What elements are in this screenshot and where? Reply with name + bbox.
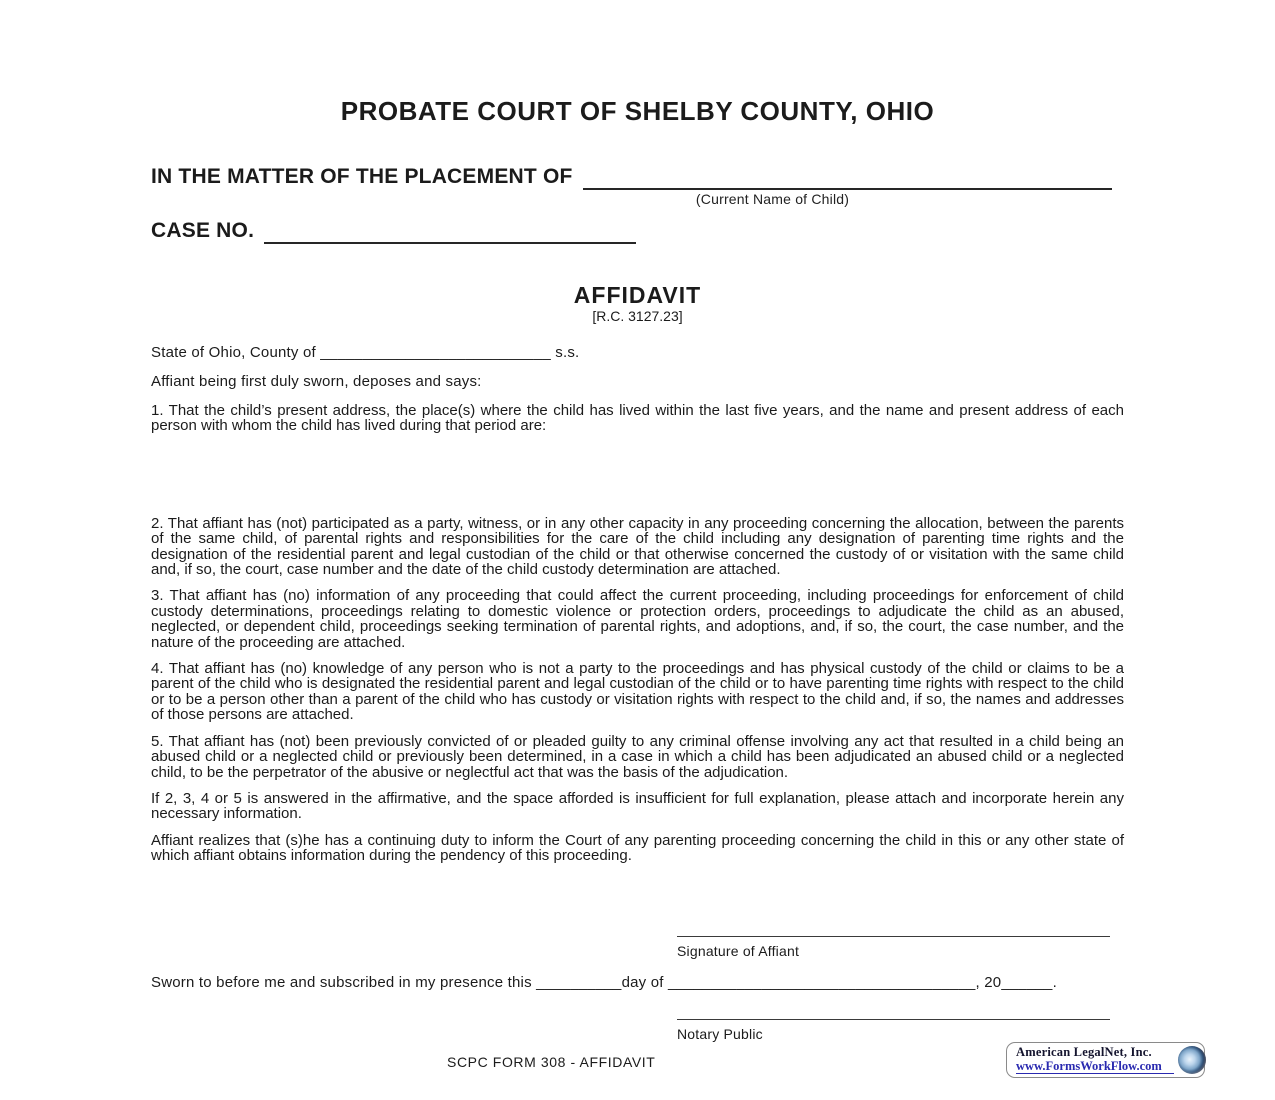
globe-icon <box>1178 1046 1206 1074</box>
affidavit-paragraph-1: 1. That the child’s present address, the place(s) where the child has lived within the last five years, and the name and present address of each person with whom the child has lived during that period are: <box>151 402 1124 435</box>
case-caption-row <box>151 218 1112 244</box>
affidavit-paragraph-3: 3. That affiant has (no) information of any proceeding that could affect the current proceeding, including proceedings for enforcement of child custody determinations, proceedings relating to domestic violence or protection orders, proceedings to adjudicate the child as an abused, neglected, or dependent child, proceedings seeking termination of parental rights, and adoptions, and, if so, the court, the case number, and the nature of the proceeding are attached. <box>151 587 1124 651</box>
affiant-signature-line <box>677 936 1110 937</box>
court-title: PROBATE COURT OF SHELBY COUNTY, OHIO <box>340 96 935 126</box>
case-number-label: CASE NO. <box>151 219 255 242</box>
continuing-duty-statement: Affiant realizes that (s)he has a continuing duty to inform the Court of any parenting proceeding concerning the child in this or any other state of which affiant obtains information during the pendency of this proceeding. <box>151 831 1124 865</box>
sworn-statement-line: Sworn to before me and subscribed in my presence this __________day of ____________________________________, 20______. <box>151 974 1057 991</box>
statute-reference: [R.C. 3127.23] <box>592 308 683 324</box>
form-number: SCPC FORM 308 - AFFIDAVIT <box>447 1054 656 1070</box>
matter-label: IN THE MATTER OF THE PLACEMENT OF <box>151 165 573 188</box>
affidavit-title: AFFIDAVIT <box>573 282 702 308</box>
oath-line: Affiant being first duly sworn, deposes and says: <box>151 373 482 390</box>
current-name-hint: (Current Name of Child) <box>695 191 850 207</box>
affidavit-paragraph-2: 2. That affiant has (not) participated as a party, witness, or in any other capacity in any proceeding concerning the allocation, between the parents of the same child, of parental rights and responsibilities for the care of the child including any designation of parenting time rights and the designation of the residential parent and legal custodian of the child or that otherwise concerned the custody of or visitation with the same child and, if so, the court, case number and the date of the child custody determination are attached. <box>151 514 1124 579</box>
case-number-blank-line <box>264 218 636 244</box>
vendor-name: American LegalNet, Inc. <box>1016 1045 1152 1059</box>
notary-signature-line <box>677 1019 1110 1020</box>
vendor-link[interactable]: www.FormsWorkFlow.com <box>1016 1060 1174 1075</box>
matter-caption-row <box>151 164 1112 207</box>
attachment-instruction: If 2, 3, 4 or 5 is answered in the affirmative, and the space afforded is insufficient for full explanation, please attach and incorporate herein any necessary information. <box>151 789 1124 823</box>
affidavit-paragraph-5: 5. That affiant has (not) been previously convicted of or pleaded guilty to any criminal offense involving any act that resulted in a child being an abused child or a neglected child or previously been determined, in a case in which a child has been adjudicated an abused child or a neglected child, to be the perpetrator of the abusive or neglectful act that was the basis of the adjudication. <box>151 732 1124 781</box>
affidavit-paragraph-4: 4. That affiant has (no) knowledge of any person who is not a party to the proceedings and has physical custody of the child or claims to be a parent of the child who is designated the residential parent and legal custodian of the child or to have parenting time rights with respect to the child or to be a person other than a parent of the child who has custody or visitation rights with respect to the child and, if so, the names and addresses of those persons are attached. <box>151 660 1124 724</box>
vendor-badge <box>1006 1042 1205 1078</box>
child-name-blank-line <box>583 164 1112 207</box>
venue-line: State of Ohio, County of ___________________________ s.s. <box>151 344 580 361</box>
notary-public-label: Notary Public <box>677 1026 763 1042</box>
vendor-text-block <box>1016 1046 1174 1074</box>
affiant-signature-label: Signature of Affiant <box>677 943 800 959</box>
affidavit-body <box>151 403 1124 864</box>
